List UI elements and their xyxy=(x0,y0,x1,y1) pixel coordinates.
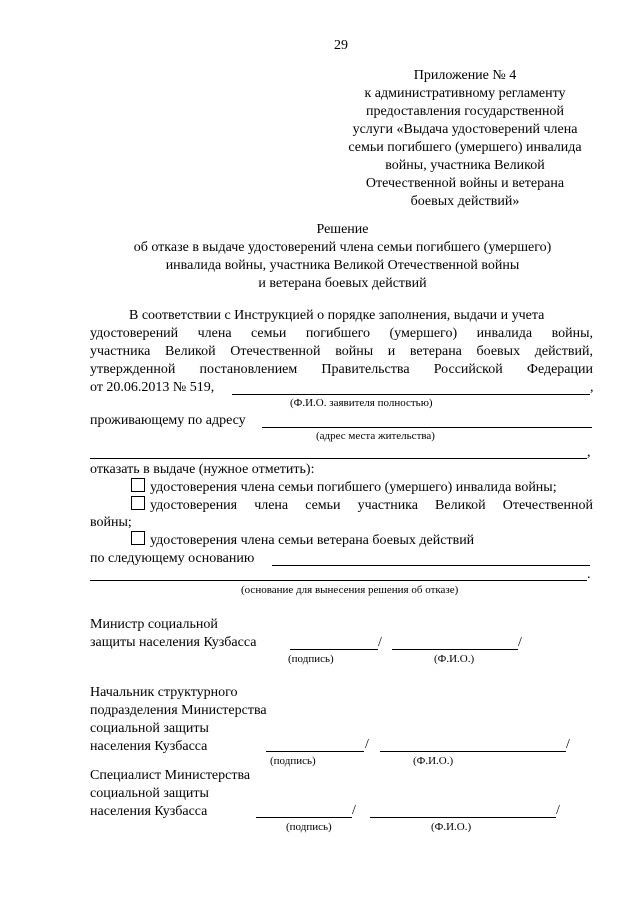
option-2-label: удостоверения члена семьи участника Великой Отечественной xyxy=(150,498,593,513)
page-number: 29 xyxy=(334,38,348,53)
minister-fio-field[interactable] xyxy=(392,649,518,650)
address-field-2[interactable] xyxy=(90,458,587,459)
reason-period: . xyxy=(587,567,591,582)
header-line: боевых действий» xyxy=(410,194,520,209)
head-sig-hint: (подпись) xyxy=(270,755,316,767)
header-line: войны, участника Великой xyxy=(385,158,545,173)
title-line: Решение xyxy=(316,222,369,237)
fio-comma: , xyxy=(590,380,594,395)
para-line-1: В соответствии с Инструкцией о порядке заполнения, выдачи и учета xyxy=(129,308,545,323)
specialist-sig-hint: (подпись) xyxy=(286,821,332,833)
header-line: к административному регламенту xyxy=(364,86,566,101)
minister-slash: / xyxy=(378,635,382,650)
refuse-label: отказать в выдаче (нужное отметить): xyxy=(90,462,315,477)
header-line: услуги «Выдача удостоверений члена xyxy=(352,122,578,137)
specialist-fio-hint: (Ф.И.О.) xyxy=(431,821,472,833)
head-signature-field[interactable] xyxy=(266,751,364,752)
address-hint: (адрес места жительства) xyxy=(316,430,435,442)
option-1-checkbox[interactable] xyxy=(131,478,145,492)
title-line: инвалида войны, участника Великой Отечественной войны xyxy=(165,258,520,273)
address-field[interactable] xyxy=(262,427,592,428)
minister-sig-hint: (подпись) xyxy=(288,653,334,665)
reason-hint: (основание для вынесения решения об отказе) xyxy=(241,584,459,596)
specialist-slash: / xyxy=(352,803,356,818)
header-line: Приложение № 4 xyxy=(413,68,517,83)
head-title-line: Начальник структурного xyxy=(90,685,238,700)
header-line: предоставления государственной xyxy=(365,104,565,119)
para-line-4: утвержденной постановлением Правительства Российской Федерации xyxy=(90,362,593,377)
address-comma: , xyxy=(587,445,591,460)
reason-label: по следующему основанию xyxy=(90,551,255,566)
head-title-line: подразделения Министерства xyxy=(90,703,267,718)
head-fio-hint: (Ф.И.О.) xyxy=(413,755,454,767)
minister-signature-field[interactable] xyxy=(290,649,378,650)
para-line-3: участника Великой Отечественной войны и ветерана боевых действий, xyxy=(90,344,593,359)
reason-field-2[interactable] xyxy=(90,580,587,581)
date-line: от 20.06.2013 № 519, xyxy=(90,380,215,395)
specialist-signature-field[interactable] xyxy=(256,817,352,818)
fio-field[interactable] xyxy=(232,394,590,395)
option-2-continuation: войны; xyxy=(90,515,132,530)
title-line: об отказе в выдаче удостоверений члена семьи погибшего (умершего) xyxy=(133,240,552,255)
specialist-slash-end: / xyxy=(556,803,560,818)
head-title-line: социальной защиты xyxy=(90,721,209,736)
specialist-fio-field[interactable] xyxy=(370,817,556,818)
minister-title xyxy=(90,616,256,652)
head-fio-field[interactable] xyxy=(380,751,566,752)
head-title xyxy=(90,684,267,756)
document-title xyxy=(90,221,595,293)
para-line-2: удостоверений члена семьи погибшего (умершего) инвалида войны, xyxy=(90,326,593,341)
address-label: проживающему по адресу xyxy=(90,413,246,428)
minister-slash-end: / xyxy=(518,635,522,650)
option-1-label: удостоверения члена семьи погибшего (умершего) инвалида войны; xyxy=(150,480,557,495)
reason-field[interactable] xyxy=(272,565,590,566)
option-2-checkbox[interactable] xyxy=(131,496,145,510)
header-line: семьи погибшего (умершего) инвалида xyxy=(348,140,582,155)
head-title-line: населения Кузбасса xyxy=(90,739,208,754)
head-slash: / xyxy=(365,737,369,752)
specialist-title-line: населения Кузбасса xyxy=(90,804,208,819)
head-slash-end: / xyxy=(566,737,570,752)
specialist-title-line: Специалист Министерства xyxy=(90,768,251,783)
minister-fio-hint: (Ф.И.О.) xyxy=(434,653,475,665)
fio-hint: (Ф.И.О. заявителя полностью) xyxy=(290,397,433,409)
header-line: Отечественной войны и ветерана xyxy=(365,176,565,191)
appendix-header xyxy=(330,67,600,211)
title-line: и ветерана боевых действий xyxy=(258,276,427,291)
specialist-title xyxy=(90,767,250,821)
minister-title-line: Министр социальной xyxy=(90,617,218,632)
specialist-title-line: социальной защиты xyxy=(90,786,209,801)
option-3-checkbox[interactable] xyxy=(131,531,145,545)
option-3-label: удостоверения члена семьи ветерана боевых действий xyxy=(150,533,475,548)
minister-title-line: защиты населения Кузбасса xyxy=(90,635,257,650)
